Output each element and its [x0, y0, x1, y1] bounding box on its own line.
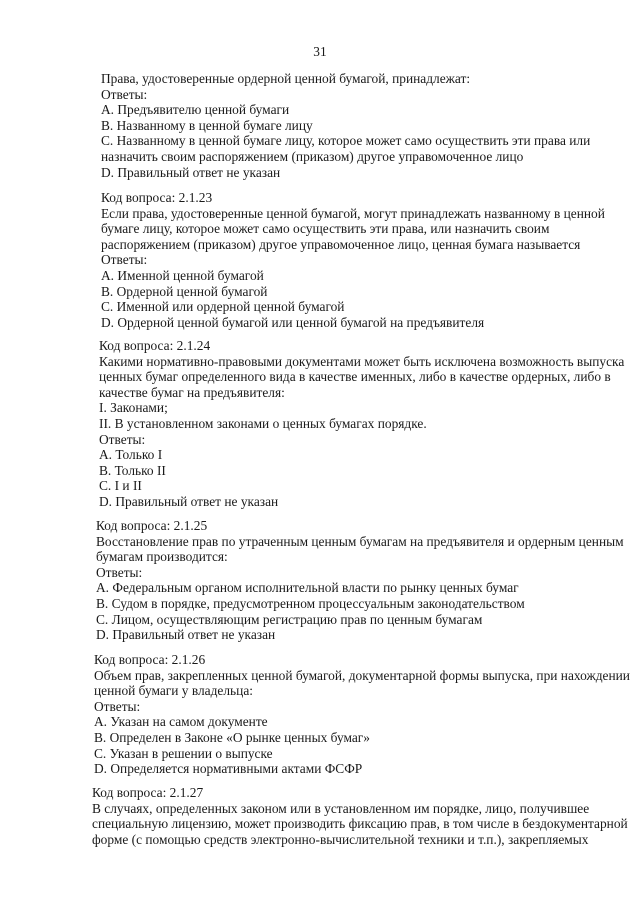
text-line: специальную лицензию, может производить фиксацию прав, в том числе в бездокументарной — [92, 816, 628, 832]
text-line: C. Лицом, осуществляющим регистрацию прав по ценным бумагам — [96, 611, 483, 627]
text-line: назначить своим распоряжением (приказом) другое управомоченное лицо — [101, 148, 524, 164]
text-line: A. Только I — [99, 447, 163, 463]
text-line: A. Федеральным органом исполнительной власти по рынку ценных бумаг — [96, 580, 519, 596]
text-line: качестве бумаг на предъявителя: — [99, 384, 285, 400]
text-line: C. Названному в ценной бумаге лицу, которое может само осуществить эти права или — [101, 133, 591, 149]
text-line: форме (с помощью средств электронно-вычислительной техники и т.п.), закрепляемых — [92, 831, 589, 847]
text-line: распоряжением (приказом) другое управомоченное лицо, ценная бумага называется — [101, 236, 581, 252]
text-line: D. Правильный ответ не указан — [101, 164, 281, 180]
text-line: бумагам производится: — [96, 549, 228, 565]
question-block-2-1-22 — [101, 71, 590, 180]
question-code: Код вопроса: 2.1.25 — [96, 518, 208, 533]
text-line: Ответы: — [101, 86, 148, 102]
question-code: Код вопроса: 2.1.23 — [101, 190, 213, 205]
question-block-2-1-25 — [96, 518, 624, 643]
question-code: Код вопроса: 2.1.24 — [99, 338, 211, 353]
text-line: D. Правильный ответ не указан — [96, 627, 276, 643]
text-line: D. Ордерной ценной бумагой или ценной бумагой на предъявителя — [101, 314, 485, 330]
text-line: A. Предъявителю ценной бумаги — [101, 102, 290, 118]
question-block-2-1-23 — [101, 190, 605, 330]
question-block-2-1-26 — [94, 652, 630, 777]
text-line: Объем прав, закрепленных ценной бумагой, документарной формы выпуска, при нахождении — [94, 667, 630, 683]
text-line: D. Определяется нормативными актами ФСФР — [94, 761, 363, 777]
text-line: В случаях, определенных законом или в установленном им порядке, лицо, получившее — [92, 800, 590, 816]
text-line: ценной бумаги у владельца: — [94, 683, 253, 699]
text-line: Какими нормативно-правовыми документами может быть исключена возможность выпуска — [99, 353, 625, 369]
text-line: Восстановление прав по утраченным ценным бумагам на предъявителя и ордерным ценным — [96, 533, 624, 549]
question-code: Код вопроса: 2.1.27 — [92, 785, 204, 800]
text-line: A. Указан на самом документе — [94, 714, 268, 730]
question-block-2-1-24 — [99, 338, 624, 510]
text-line: Ответы: — [94, 698, 141, 714]
text-line: Ответы: — [101, 252, 148, 268]
text-line: B. Названному в ценной бумаге лицу — [101, 117, 313, 133]
text-line: D. Правильный ответ не указан — [99, 493, 279, 509]
text-line: C. I и II — [99, 478, 142, 494]
text-line: Ответы: — [96, 564, 143, 580]
text-line: B. Определен в Законе «О рынке ценных бумаг» — [94, 729, 370, 745]
text-line: Ответы: — [99, 431, 146, 447]
question-code: Код вопроса: 2.1.26 — [94, 652, 206, 667]
text-line: B. Ордерной ценной бумагой — [101, 283, 268, 299]
question-block-2-1-27 — [92, 785, 628, 847]
text-line: бумаге лицу, которое может само осуществить эти права, или назначить своим — [101, 221, 550, 237]
page-number: 31 — [313, 44, 327, 59]
text-line: A. Именной ценной бумагой — [101, 267, 264, 283]
text-line: B. Судом в порядке, предусмотренном процессуальным законодательством — [96, 595, 525, 611]
text-line: II. В установленном законами о ценных бумагах порядке. — [99, 415, 427, 431]
text-line: C. Именной или ордерной ценной бумагой — [101, 299, 345, 315]
text-line: ценных бумаг определенного вида в качестве именных, либо в качестве ордерных, либо в — [99, 369, 611, 385]
text-line: B. Только II — [99, 462, 166, 478]
text-line: Если права, удостоверенные ценной бумагой, могут принадлежать названному в ценной — [101, 205, 605, 221]
text-line: Права, удостоверенные ордерной ценной бумагой, принадлежат: — [101, 71, 471, 86]
text-line: I. Законами; — [99, 400, 168, 416]
text-line: C. Указан в решении о выпуске — [94, 745, 273, 761]
